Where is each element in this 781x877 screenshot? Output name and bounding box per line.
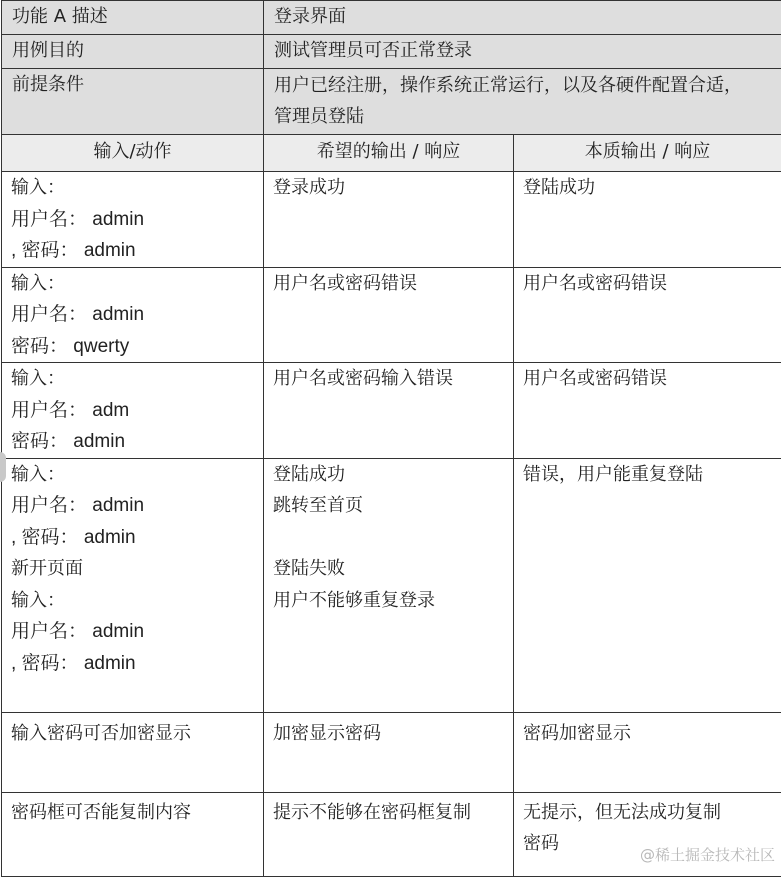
precondition-label: 前提条件 [2, 69, 264, 135]
test-case-table [1, 0, 781, 877]
table-row [2, 363, 781, 459]
table-row [2, 458, 781, 712]
scroll-handle[interactable] [0, 452, 6, 482]
header-expected: 希望的输出 / 响应 [264, 135, 514, 172]
actual-cell: 登陆成功 [514, 172, 781, 268]
purpose-row [2, 35, 781, 69]
actual-cell: 密码加密显示 [514, 712, 781, 792]
expected-cell: 登录成功 [264, 172, 514, 268]
precondition-row [2, 69, 781, 135]
input-cell: 输入： 用户名： adm 密码： admin [2, 363, 264, 459]
actual-cell: 用户名或密码错误 [514, 267, 781, 363]
column-header-row [2, 135, 781, 172]
header-actual: 本质输出 / 响应 [514, 135, 781, 172]
expected-cell: 用户名或密码错误 [264, 267, 514, 363]
purpose-label: 用例目的 [2, 35, 264, 69]
expected-cell: 提示不能够在密码框复制 [264, 792, 514, 876]
actual-cell: 用户名或密码错误 [514, 363, 781, 459]
input-cell: 输入： 用户名： admin 密码： qwerty [2, 267, 264, 363]
feature-row [2, 1, 781, 35]
table-row [2, 172, 781, 268]
expected-cell: 加密显示密码 [264, 712, 514, 792]
blank-line [273, 522, 513, 554]
feature-label: 功能 A 描述 [2, 1, 264, 35]
actual-cell: 无提示，但无法成功复制 密码 [514, 792, 781, 876]
table-row [2, 712, 781, 792]
input-cell: 密码框可否能复制内容 [2, 792, 264, 876]
input-cell: 输入密码可否加密显示 [2, 712, 264, 792]
watermark: @稀土掘金技术社区 [640, 844, 775, 865]
actual-cell: 错误，用户能重复登陆 [514, 458, 781, 712]
header-input: 输入/动作 [2, 135, 264, 172]
table-row [2, 267, 781, 363]
input-cell: 输入： 用户名： admin , 密码： admin 新开页面 输入： 用户名： admin , 密码： admin [2, 458, 264, 712]
precondition-value: 用户已经注册，操作系统正常运行，以及各硬件配置合适，管理员登陆 [264, 69, 781, 135]
input-cell: 输入： 用户名： admin , 密码： admin [2, 172, 264, 268]
expected-cell: 用户名或密码输入错误 [264, 363, 514, 459]
expected-cell: 登陆成功 跳转至首页 登陆失败 用户不能够重复登录 [264, 458, 514, 712]
purpose-value: 测试管理员可否正常登录 [264, 35, 781, 69]
feature-value: 登录界面 [264, 1, 781, 35]
